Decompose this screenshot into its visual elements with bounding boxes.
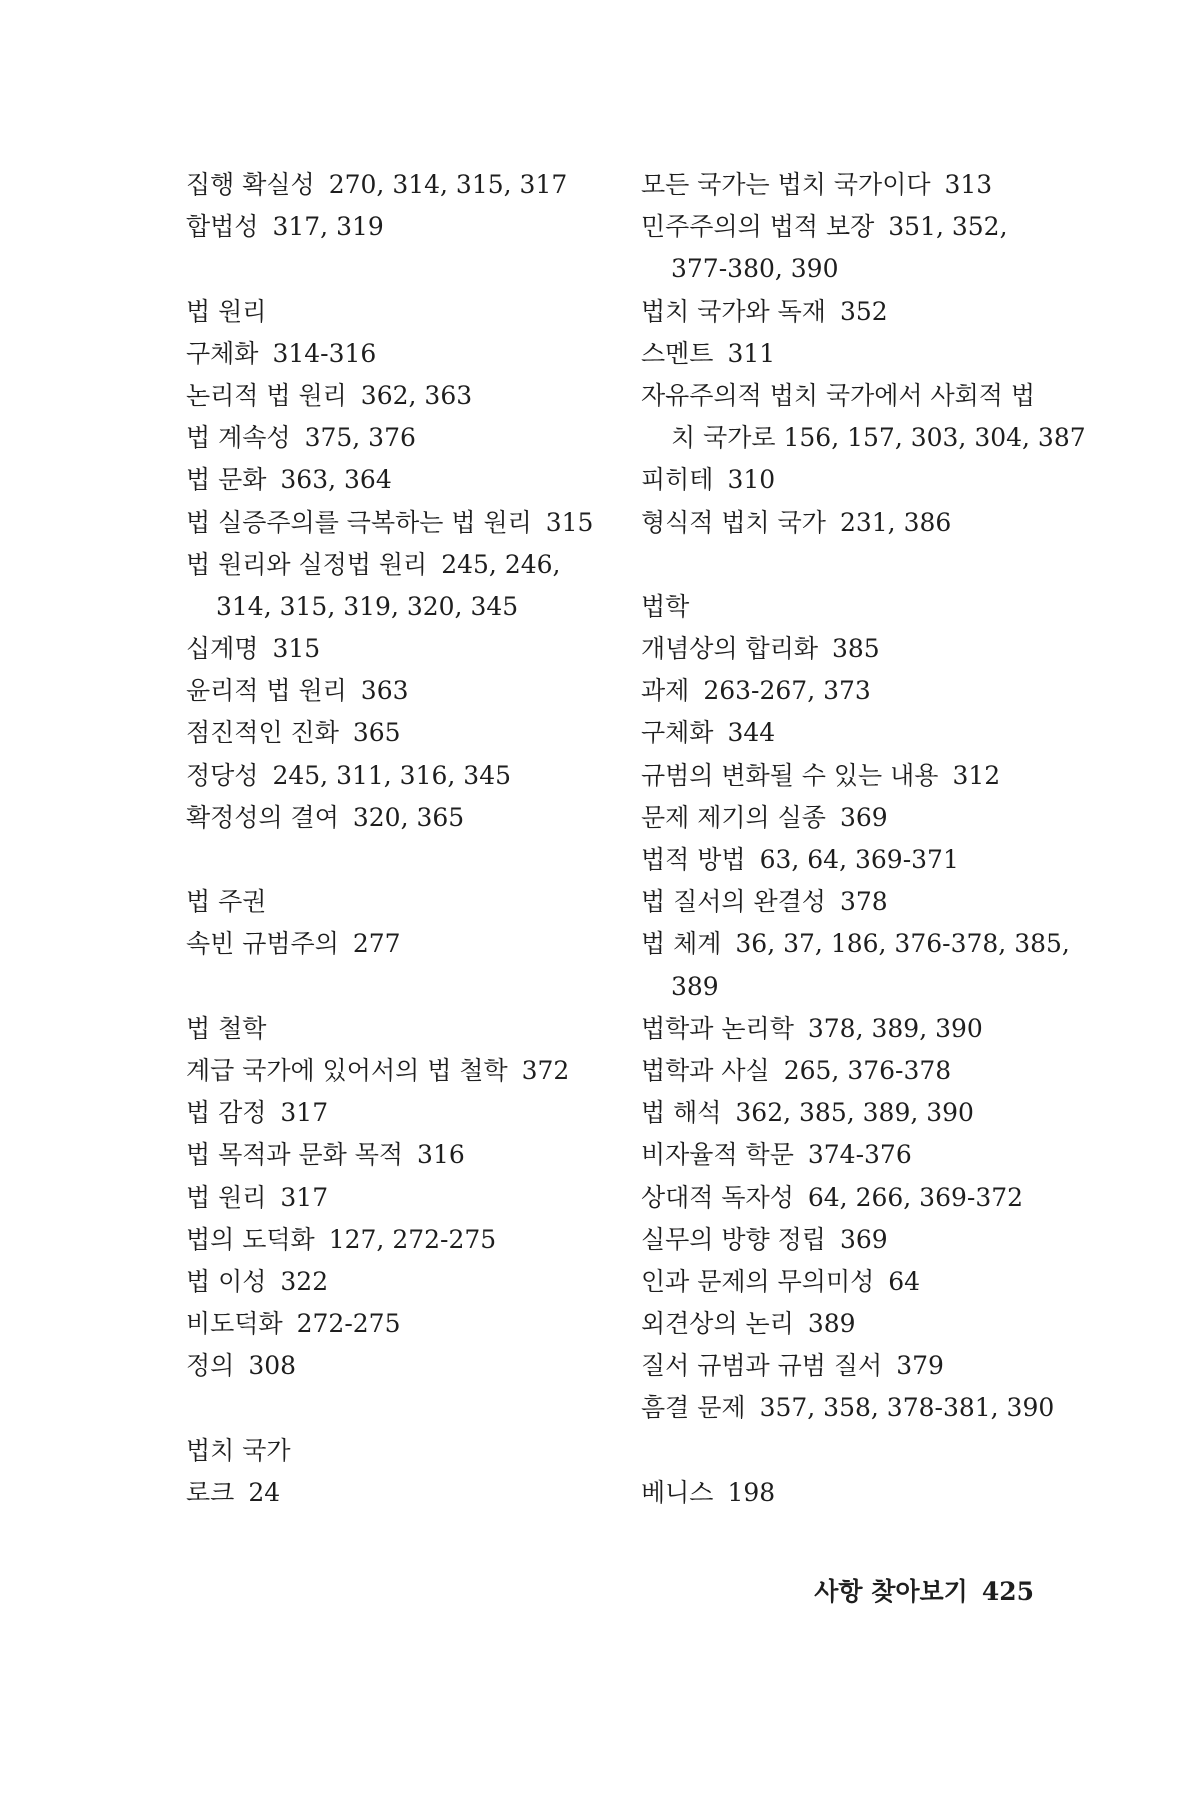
index-term: 법 해석 <box>641 1098 722 1128</box>
index-term: 법 체계 <box>641 929 722 959</box>
index-heading: 법 주권 <box>186 887 267 917</box>
index-term: 법 질서의 완결성 <box>641 887 826 917</box>
index-entry <box>641 1008 1081 1050</box>
index-entry-continuation: 377-380, 390 <box>671 254 839 284</box>
index-entry <box>641 164 1081 206</box>
index-pages: 363 <box>360 676 409 706</box>
index-term: 상대적 독자성 <box>641 1182 794 1212</box>
index-entry <box>186 1303 626 1345</box>
index-entry <box>641 1387 1081 1429</box>
index-pages: 265, 376-378 <box>783 1055 952 1085</box>
index-pages: 311 <box>727 338 776 368</box>
index-pages: 369 <box>839 1224 888 1254</box>
index-entry <box>641 502 1081 544</box>
index-term: 법 목적과 문화 목적 <box>186 1140 404 1170</box>
page-number: 425 <box>981 1577 1034 1606</box>
index-pages: 369 <box>839 802 888 832</box>
index-entry <box>186 1177 626 1219</box>
index-pages: 362, 385, 389, 390 <box>735 1098 974 1128</box>
index-entry <box>186 544 626 586</box>
index-term: 윤리적 법 원리 <box>186 676 347 706</box>
index-entry <box>641 881 1081 923</box>
index-term: 구체화 <box>186 338 259 368</box>
index-pages: 374-376 <box>807 1140 912 1170</box>
index-entry <box>641 923 1081 965</box>
index-pages: 362, 363 <box>360 380 473 410</box>
index-term: 법 계속성 <box>186 423 291 453</box>
index-term: 법의 도덕화 <box>186 1224 315 1254</box>
index-pages: 312 <box>952 760 1001 790</box>
index-pages: 36, 37, 186, 376-378, 385, <box>735 929 1070 959</box>
index-column-left <box>186 164 626 1514</box>
index-entry <box>641 670 1081 712</box>
index-entry <box>186 459 626 501</box>
index-entry <box>186 1092 626 1134</box>
index-entry <box>641 1261 1081 1303</box>
index-entry <box>641 1472 1081 1514</box>
index-term: 법 감정 <box>186 1098 267 1128</box>
index-term: 계급 국가에 있어서의 법 철학 <box>186 1055 508 1085</box>
index-heading: 법학 <box>641 591 690 621</box>
index-term: 정의 <box>186 1351 235 1381</box>
index-term: 법 원리 <box>186 1182 267 1212</box>
index-term: 비도덕화 <box>186 1309 283 1339</box>
index-pages: 316 <box>417 1140 465 1170</box>
index-pages: 344 <box>727 718 776 748</box>
index-term: 법치 국가와 독재 <box>641 296 826 326</box>
index-entry <box>186 164 626 206</box>
index-term: 구체화 <box>641 718 714 748</box>
index-entry <box>186 628 626 670</box>
index-term: 문제 제기의 실종 <box>641 802 826 832</box>
index-spacer <box>186 248 626 290</box>
index-term: 로크 <box>186 1477 235 1507</box>
index-entry <box>641 797 1081 839</box>
index-pages: 378, 389, 390 <box>807 1013 983 1043</box>
index-term: 흠결 문제 <box>641 1393 746 1423</box>
index-term: 집행 확실성 <box>186 170 315 199</box>
index-term: 법 이성 <box>186 1266 267 1296</box>
index-pages: 357, 358, 378-381, 390 <box>759 1393 1055 1423</box>
index-pages: 245, 246, <box>441 549 561 579</box>
index-entry <box>186 206 626 248</box>
index-heading: 법치 국가 <box>186 1435 291 1465</box>
index-entry <box>641 206 1081 248</box>
index-pages: 310 <box>727 465 776 495</box>
index-pages: 375, 376 <box>304 423 416 453</box>
index-pages: 379 <box>896 1351 944 1381</box>
index-pages: 277 <box>352 929 401 959</box>
index-term: 스멘트 <box>641 338 714 368</box>
index-term: 모든 국가는 법치 국가이다 <box>641 170 931 199</box>
index-pages: 352 <box>839 296 888 326</box>
index-pages: 378 <box>839 887 888 917</box>
index-term: 확정성의 결여 <box>186 802 339 832</box>
index-entry <box>186 1050 626 1092</box>
index-entry <box>186 755 626 797</box>
index-entry <box>641 755 1081 797</box>
index-entry <box>641 1303 1081 1345</box>
index-term: 외견상의 논리 <box>641 1309 794 1339</box>
index-pages: 24 <box>248 1477 281 1507</box>
index-pages: 315 <box>272 634 321 664</box>
page-footer <box>814 1572 1034 1608</box>
index-entry <box>186 375 626 417</box>
index-entry <box>641 333 1081 375</box>
index-pages: 63, 64, 369-371 <box>759 845 959 874</box>
index-entry <box>641 1134 1081 1176</box>
index-term: 과제 <box>641 676 690 706</box>
index-entry <box>641 1345 1081 1387</box>
index-pages: 198 <box>727 1477 776 1507</box>
index-term: 자유주의적 법치 국가에서 사회적 법 <box>641 380 1036 410</box>
index-entry <box>641 1092 1081 1134</box>
index-pages: 351, 352, <box>888 212 1008 242</box>
index-term: 인과 문제의 무의미성 <box>641 1266 875 1296</box>
index-pages: 365 <box>352 718 401 748</box>
index-entry <box>641 1219 1081 1261</box>
index-entry <box>186 1472 626 1514</box>
index-entry <box>186 417 626 459</box>
index-pages: 320, 365 <box>352 802 465 832</box>
index-term: 십계명 <box>186 634 259 664</box>
index-entry <box>186 1261 626 1303</box>
index-heading: 법 철학 <box>186 1013 267 1043</box>
index-term: 법학과 사실 <box>641 1055 770 1085</box>
index-term: 법학과 논리학 <box>641 1013 794 1043</box>
index-pages: 317, 319 <box>272 212 384 242</box>
index-entry <box>641 839 1081 881</box>
index-entry <box>641 459 1081 501</box>
index-entry <box>186 670 626 712</box>
index-term: 형식적 법치 국가 <box>641 507 826 537</box>
index-entry-continuation: 치 국가로 156, 157, 303, 304, 387 <box>671 423 1086 453</box>
index-term: 피히테 <box>641 465 714 495</box>
index-entry-continuation: 314, 315, 319, 320, 345 <box>216 591 519 621</box>
index-entry <box>186 797 626 839</box>
index-term: 법 원리와 실정법 원리 <box>186 549 428 579</box>
index-pages: 245, 311, 316, 345 <box>272 760 512 790</box>
index-term: 질서 규범과 규범 질서 <box>641 1351 883 1381</box>
index-spacer <box>641 544 1081 586</box>
index-term: 법적 방법 <box>641 845 746 874</box>
index-term: 비자율적 학문 <box>641 1140 794 1170</box>
index-term: 법 실증주의를 극복하는 법 원리 <box>186 507 532 537</box>
index-term: 개념상의 합리화 <box>641 634 818 664</box>
index-entry <box>641 1050 1081 1092</box>
index-spacer <box>186 839 626 881</box>
index-entry <box>641 628 1081 670</box>
footer-section-title: 사항 찾아보기 <box>814 1577 968 1606</box>
index-term: 합법성 <box>186 212 259 242</box>
index-pages: 64, 266, 369-372 <box>807 1182 1024 1212</box>
index-term: 법 문화 <box>186 465 267 495</box>
index-pages: 64 <box>888 1266 921 1296</box>
index-pages: 317 <box>280 1098 329 1128</box>
index-pages: 263-267, 373 <box>703 676 871 706</box>
index-pages: 315 <box>545 507 594 537</box>
index-term: 실무의 방향 정립 <box>641 1224 826 1254</box>
index-column-right <box>641 164 1086 1514</box>
index-pages: 363, 364 <box>280 465 392 495</box>
index-term: 규범의 변화될 수 있는 내용 <box>641 760 939 790</box>
index-entry <box>186 923 626 965</box>
index-entry <box>641 291 1081 333</box>
index-pages: 127, 272-275 <box>328 1224 497 1254</box>
index-entry <box>641 375 1081 417</box>
index-entry <box>186 1345 626 1387</box>
index-entry <box>186 1219 626 1261</box>
index-term: 베니스 <box>641 1477 714 1507</box>
index-spacer <box>186 966 626 1008</box>
index-term: 민주주의의 법적 보장 <box>641 212 875 242</box>
index-pages: 270, 314, 315, 317 <box>328 170 568 199</box>
index-entry <box>186 333 626 375</box>
index-entry <box>641 712 1081 754</box>
index-pages: 308 <box>248 1351 297 1381</box>
index-term: 속빈 규범주의 <box>186 929 339 959</box>
index-entry-continuation: 389 <box>671 971 719 1001</box>
index-heading: 법 원리 <box>186 296 267 326</box>
index-pages: 372 <box>521 1055 570 1085</box>
index-pages: 322 <box>280 1266 329 1296</box>
index-pages: 389 <box>807 1309 856 1339</box>
index-entry <box>641 1177 1081 1219</box>
index-pages: 272-275 <box>296 1309 401 1339</box>
index-entry <box>186 712 626 754</box>
index-pages: 317 <box>280 1182 329 1212</box>
index-pages: 313 <box>944 170 993 199</box>
index-term: 논리적 법 원리 <box>186 380 347 410</box>
index-spacer <box>641 1430 1081 1472</box>
index-pages: 314-316 <box>272 338 377 368</box>
index-spacer <box>186 1387 626 1429</box>
index-pages: 231, 386 <box>839 507 952 537</box>
index-entry <box>186 502 626 544</box>
index-entry <box>186 1134 626 1176</box>
index-term: 정당성 <box>186 760 259 790</box>
index-pages: 385 <box>832 634 880 664</box>
index-term: 점진적인 진화 <box>186 718 339 748</box>
